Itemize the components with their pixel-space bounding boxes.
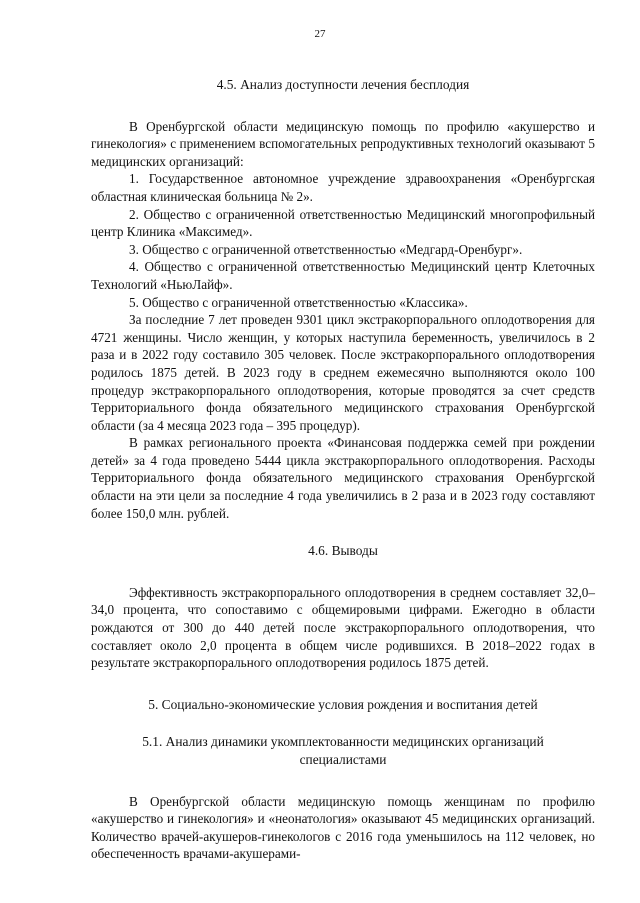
section-heading-5-1-line2: специалистами bbox=[299, 752, 387, 767]
section-heading-5-1 bbox=[91, 733, 595, 768]
list-item: 5. Общество с ограниченной ответственностью «Классика». bbox=[129, 294, 468, 310]
list-item: 4. Общество с ограниченной ответственностью Медицинский центр Клеточных Технологий «НьюЛайф». bbox=[91, 259, 595, 292]
section-heading-4-6: 4.6. Выводы bbox=[308, 543, 378, 559]
paragraph-conclusions: Эффективность экстракорпорального оплодотворения в среднем составляет 32,0–34,0 процента, что сопоставимо с общемировыми цифрами. Ежегодно в области рождаются от 300 до 440 детей после экстракорпорального оплодотворения, что составляет около 2,0 процента в общем числе родившихся. В 2018–2022 годах в результате экстракорпорального оплодотворения родилось 1875 детей. bbox=[91, 584, 595, 671]
paragraph-staffing: В Оренбургской области медицинскую помощь женщинам по профилю «акушерство и гинекология» и «неонатология» оказывают 45 медицинских организаций. Количество врачей-акушеров-гинекологов с 2016 года уменьшилось на 112 человек, но обеспеченность врачами-акушерами- bbox=[91, 793, 595, 862]
list-item: 2. Общество с ограниченной ответственностью Медицинский многопрофильный центр Клиника «Максимед». bbox=[91, 206, 595, 240]
section-heading-5: 5. Социально-экономические условия рождения и воспитания детей bbox=[148, 696, 538, 712]
page-content bbox=[91, 58, 595, 863]
paragraph-ivf-stats: За последние 7 лет проведен 9301 цикл экстракорпорального оплодотворения для 4721 женщины. Число женщин, у которых наступила беременность, увеличилось в 2 раза и в 2022 году составило 305 человек. После экстракорпорального оплодотворения родилось 1875 детей. В 2023 году в среднем ежемесячно выполняются около 100 процедур экстракорпорального оплодотворения, которые проводятся за счет средств Территориального фонда обязательного медицинского страхования Оренбургской области (за 4 месяца 2023 года – 395 процедур). bbox=[91, 312, 595, 433]
paragraph-regional-project: В рамках регионального проекта «Финансовая поддержка семей при рождении детей» за 4 года проведено 5444 цикла экстракорпорального оплодотворения. Расходы Территориального фонда обязательного медицинского страхования Оренбургской области на эти цели за последние 4 года увеличились в 2 раза и в 2023 году составляют более 150,0 млн. рублей. bbox=[91, 435, 595, 521]
section-heading-5-1-line1: 5.1. Анализ динамики укомплектованности медицинских организаций bbox=[142, 734, 544, 750]
list-item: 1. Государственное автономное учреждение здравоохранения «Оренбургская областная клиническая больница № 2». bbox=[91, 171, 595, 204]
page-number: 27 bbox=[314, 28, 326, 40]
section-heading-4-5: 4.5. Анализ доступности лечения бесплодия bbox=[216, 77, 470, 92]
list-item: 3. Общество с ограниченной ответственностью «Медгард-Оренбург». bbox=[129, 241, 523, 257]
paragraph-intro: В Оренбургской области медицинскую помощь по профилю «акушерство и гинекология» с применением вспомогательных репродуктивных технологий оказывают 5 медицинских организаций: bbox=[91, 118, 595, 169]
